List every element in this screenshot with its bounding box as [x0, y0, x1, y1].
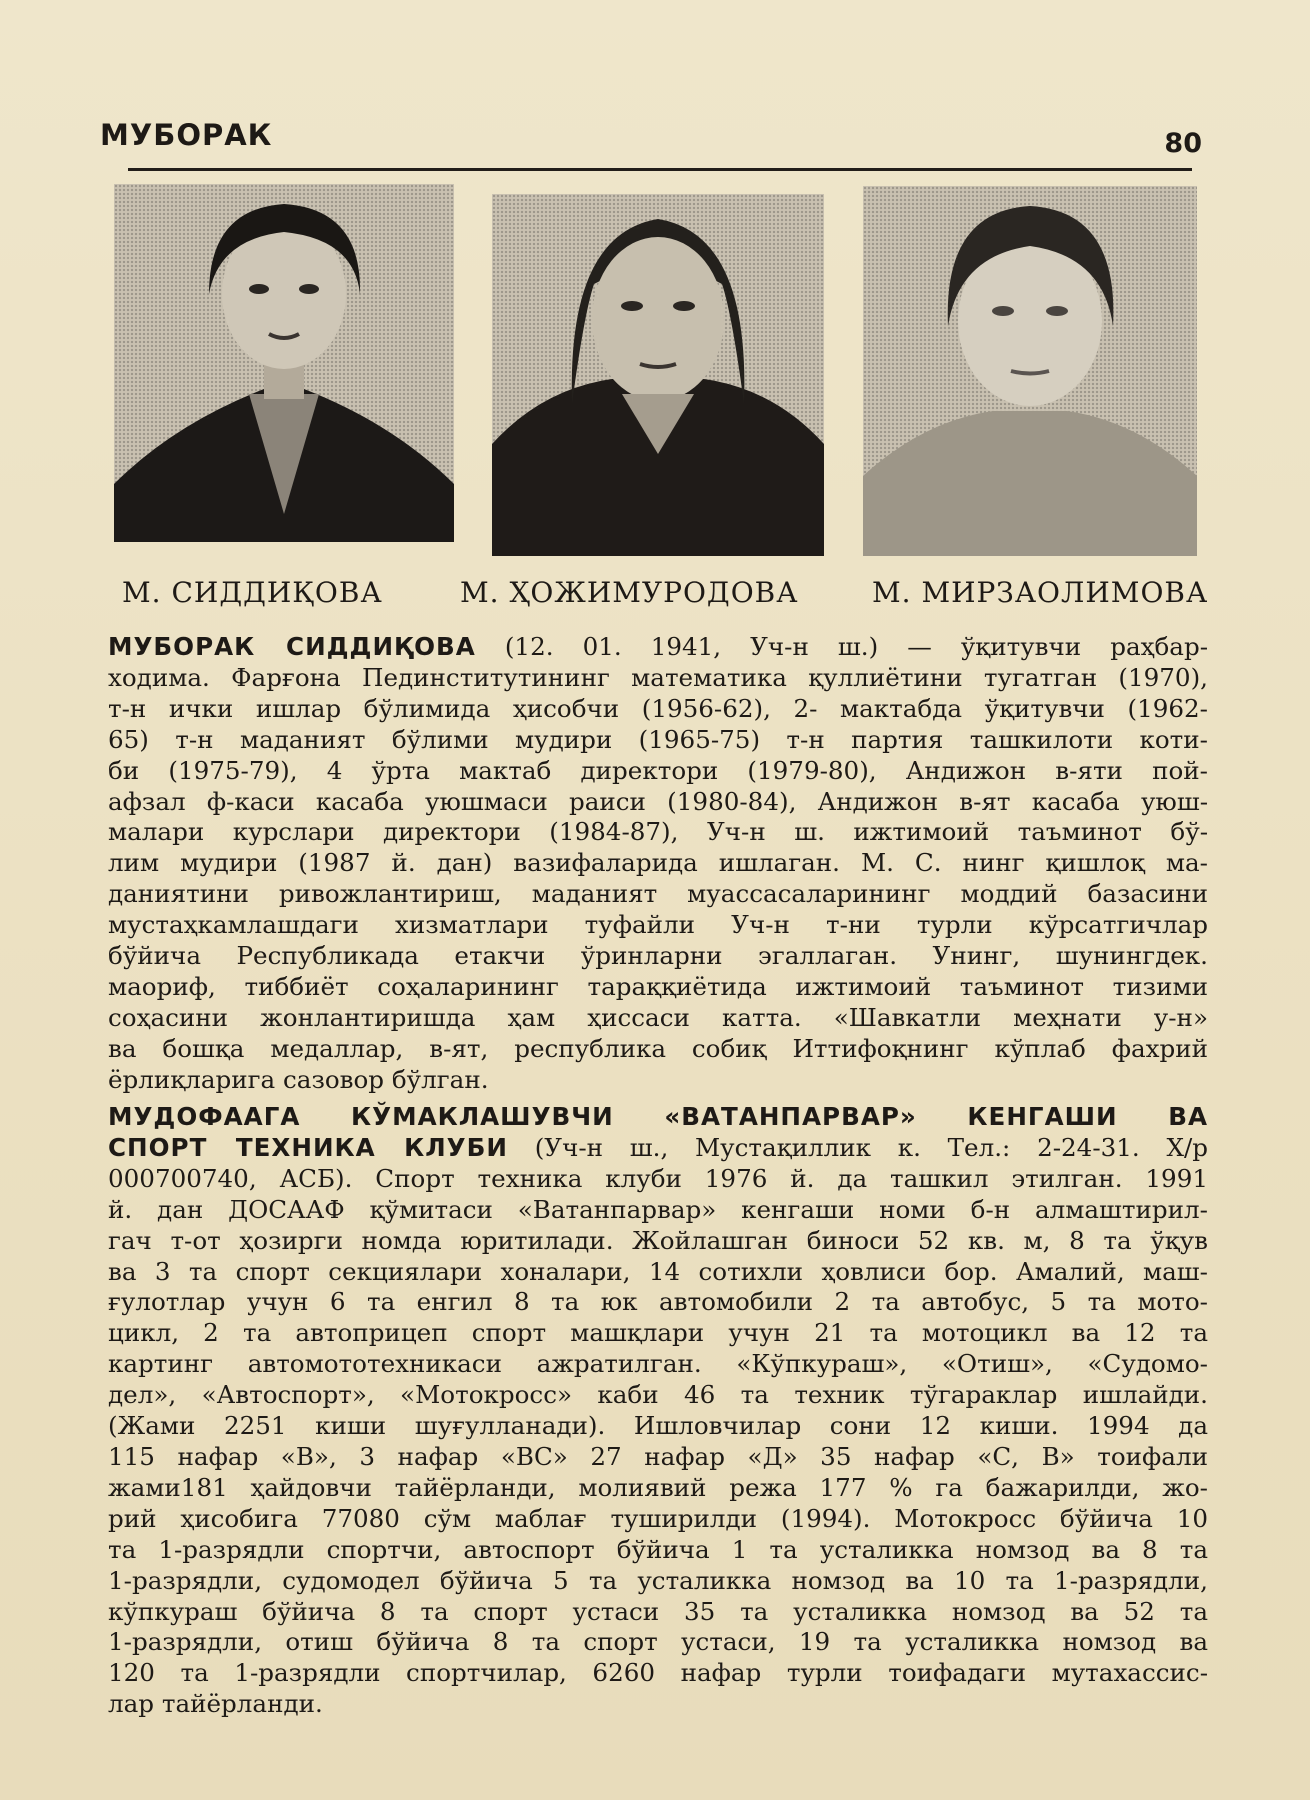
text-line — [108, 1473, 1208, 1504]
entry-text: би (1975-79), 4 ўрта мактаб директори (1979-80), Андижон в-яти пой- — [108, 755, 1208, 785]
entry-text: бўйича Республикада етакчи ўринларни эгаллаган. Унинг, шунингдек. — [108, 941, 1208, 971]
entry-title: СПОРТ ТЕХНИКА КЛУБИ — [108, 1132, 508, 1162]
entry-text: ва бошқа медаллар, в-ят, республика собиқ Иттифоқнинг кўплаб фахрий — [108, 1033, 1208, 1063]
portrait-caption: М. СИДДИҚОВА — [122, 576, 383, 609]
entry-text: 65) т-н маданият бўлими мудири (1965-75) т-н партия ташкилоти коти- — [108, 724, 1208, 754]
text-line — [108, 725, 1208, 756]
text-line — [108, 910, 1208, 941]
text-line — [108, 1689, 1208, 1720]
entry-text: й. дан ДОСААФ қўмитаси «Ватанпарвар» кенгаши номи б-н алмаштирил- — [108, 1194, 1208, 1224]
text-line — [108, 787, 1208, 818]
text-line — [108, 1195, 1208, 1226]
entry-text: 1-разрядли, отиш бўйича 8 та спорт устаси, 19 та усталикка номзод ва — [108, 1627, 1208, 1657]
entry-text: ходима. Фарғона Пединститутининг математика қуллиётини тугатган (1970), — [108, 662, 1208, 692]
text-line — [108, 1349, 1208, 1380]
entry-text: 115 нафар «В», 3 нафар «ВС» 27 нафар «Д» 35 нафар «С, В» тоифали — [108, 1441, 1208, 1471]
entry-siddiqova — [108, 632, 1208, 1096]
text-line — [108, 1504, 1208, 1535]
portrait-photo-mirzaolimova — [863, 186, 1197, 556]
entry-title: МУБОРАК СИДДИҚОВА — [108, 632, 476, 661]
entry-text: (Уч-н ш., Мустақиллик к. Тел.: 2-24-31. Х/р — [507, 1132, 1209, 1162]
text-line — [108, 1034, 1208, 1065]
entry-text: цикл, 2 та автоприцеп спорт машқлари учун 21 та мотоцикл ва 12 та — [108, 1318, 1208, 1348]
entry-title: МУДОФААГА КЎМАКЛАШУВЧИ «ВАТАНПАРВАР» КЕНГАШИ ВА — [108, 1102, 1208, 1131]
portrait-drawing — [492, 194, 824, 556]
entry-text: та 1-разрядли спортчи, автоспорт бўйича 1 та усталикка номзод ва 8 та — [108, 1534, 1208, 1564]
text-line — [108, 1318, 1208, 1349]
entry-text: 1-разрядли, судомодел бўйича 5 та усталикка номзод ва 10 та 1-разрядли, — [108, 1565, 1208, 1595]
portrait-photo-siddiqova — [114, 184, 454, 542]
portrait-drawing — [863, 186, 1197, 556]
entry-text: картинг автомототехникаси ажратилган. «Кўпкураш», «Отиш», «Судомо- — [108, 1349, 1208, 1379]
entry-text: ёрлиқларига сазовор бўлган. — [108, 1064, 489, 1094]
text-line — [108, 1164, 1208, 1195]
entry-text: кўпкураш бўйича 8 та спорт устаси 35 та усталикка номзод ва 52 та — [108, 1596, 1208, 1626]
text-line — [108, 663, 1208, 694]
entry-text: жами181 ҳайдовчи тайёрланди, молиявий режа 177 % га бажарилди, жо- — [108, 1472, 1208, 1502]
page-number: 80 — [1164, 128, 1202, 159]
entry-text: лар тайёрланди. — [108, 1689, 323, 1719]
text-line — [108, 1442, 1208, 1473]
text-line — [108, 848, 1208, 879]
portrait-drawing — [114, 184, 454, 542]
text-line — [108, 1597, 1208, 1628]
text-line — [108, 972, 1208, 1003]
text-line — [108, 1226, 1208, 1257]
text-line — [108, 1102, 1208, 1133]
portrait-caption: М. ҲОЖИМУРОДОВА — [460, 576, 799, 609]
entry-text: маориф, тиббиёт соҳаларининг тараққиётида ижтимоий таъминот тизими — [108, 971, 1208, 1001]
text-line — [108, 1627, 1208, 1658]
text-line — [108, 756, 1208, 787]
text-line — [108, 1003, 1208, 1034]
text-line — [108, 817, 1208, 848]
entry-text: 120 та 1-разрядли спортчилар, 6260 нафар турли тоифадаги мутахассис- — [108, 1658, 1208, 1688]
text-line — [108, 1658, 1208, 1689]
entry-text: рий ҳисобига 77080 сўм маблағ туширилди (1994). Мотокросс бўйича 10 — [108, 1503, 1208, 1533]
text-line — [108, 941, 1208, 972]
entry-text: (Жами 2251 киши шуғулланади). Ишловчилар сони 12 киши. 1994 да — [108, 1411, 1208, 1441]
text-line — [108, 879, 1208, 910]
header-rule — [128, 168, 1192, 171]
entry-text: лим мудири (1987 й. дан) вазифаларида ишлаган. М. С. нинг қишлоқ ма- — [108, 848, 1208, 878]
text-line — [108, 1133, 1208, 1164]
text-line — [108, 1065, 1208, 1096]
entry-text: даниятини ривожлантириш, маданият муассасаларининг моддий базасини — [108, 879, 1208, 909]
entry-text: гач т-от ҳозирги номда юритилади. Жойлашган биноси 52 кв. м, 8 та ўқув — [108, 1225, 1208, 1255]
running-head: МУБОРАК — [100, 118, 273, 152]
entry-text: малари курслари директори (1984-87), Уч-н ш. ижтимоий таъминот бў- — [108, 817, 1208, 847]
entry-text: т-н ички ишлар бўлимида ҳисобчи (1956-62), 2- мактабда ўқитувчи (1962- — [108, 693, 1208, 723]
entry-text: ғулотлар учун 6 та енгил 8 та юк автомобили 2 та автобус, 5 та мото- — [108, 1287, 1208, 1317]
entry-text: (12. 01. 1941, Уч-н ш.) — ўқитувчи раҳбар- — [475, 632, 1209, 661]
entry-text: 000700740, АСБ). Спорт техника клуби 1976 й. да ташкил этилган. 1991 — [108, 1163, 1208, 1193]
text-line — [108, 694, 1208, 725]
entry-vatanparvar-club — [108, 1102, 1208, 1720]
text-line — [108, 1287, 1208, 1318]
text-line — [108, 1411, 1208, 1442]
portrait-caption: М. МИРЗАОЛИМОВА — [872, 576, 1209, 609]
entry-text: мустаҳкамлашдаги хизматлари туфайли Уч-н т-ни турли кўрсатгичлар — [108, 910, 1208, 940]
entry-text: соҳасини жонлантиришда ҳам ҳиссаси катта. «Шавкатли меҳнати у-н» — [108, 1002, 1208, 1032]
entry-text: афзал ф-каси касаба уюшмаси раиси (1980-84), Андижон в-ят касаба уюш- — [108, 786, 1208, 816]
text-line — [108, 1535, 1208, 1566]
text-line — [108, 1566, 1208, 1597]
text-line — [108, 1257, 1208, 1288]
text-line — [108, 1380, 1208, 1411]
entry-text: дел», «Автоспорт», «Мотокросс» каби 46 та техник тўгараклар ишлайди. — [108, 1380, 1208, 1410]
portrait-photo-hozhimurodova — [492, 194, 824, 556]
text-line — [108, 632, 1208, 663]
entry-text: ва 3 та спорт секциялари хоналари, 14 сотихли ҳовлиси бор. Амалий, маш- — [108, 1256, 1208, 1286]
